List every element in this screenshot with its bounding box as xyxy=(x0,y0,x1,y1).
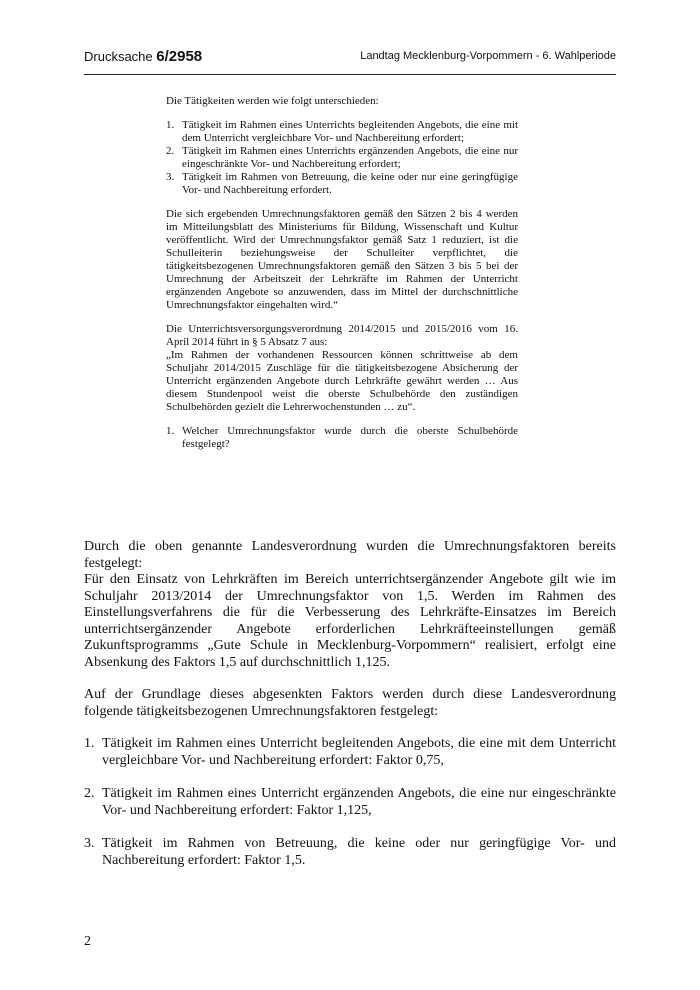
quote-paragraph-2 xyxy=(166,323,518,414)
answer-paragraph-1: Durch die oben genannte Landesverordnung wurden die Umrechnungsfaktoren bereits festgelegt: xyxy=(84,539,616,571)
list-text: Tätigkeit im Rahmen eines Unterrichts ergänzenden Angebots, die eine nur eingeschränkte Vor- und Nachbereitung erfordert; xyxy=(182,145,518,170)
quote-list xyxy=(166,119,518,197)
answer-list-item xyxy=(84,786,616,819)
quote-paragraph-1: Die sich ergebenden Umrechnungsfaktoren gemäß den Sätzen 2 bis 4 werden im Mitteilungsblatt des Ministeriums für Bildung, Wissenschaft und Kultur veröffentlicht. Wird der Umrechnungsfaktor gemäß Satz 1 reduziert, ist die Schulleiterin beziehungsweise der Schulleiter verpflichtet, die tätigkeitsbezogenen Umrechnungsfaktoren gemäß den Sätzen 3 bis 5 bei der Umrechnung der Arbeitszeit der Lehrkräfte im Rahmen der Unterricht ergänzenden Angebote so anzuwenden, dass im Mittel der durchschnittliche Umrechnungsfaktor eingehalten wird.“ xyxy=(166,208,518,311)
answer-list-item xyxy=(84,836,616,869)
answer-list xyxy=(84,736,616,869)
document-id xyxy=(84,48,202,65)
list-text: Tätigkeit im Rahmen von Betreuung, die keine oder nur geringfügige Vor- und Nachbereitung erfordert: Faktor 1,5. xyxy=(102,836,616,868)
quote-intro: Die Tätigkeiten werden wie folgt unterschieden: xyxy=(166,95,379,107)
list-text: Tätigkeit im Rahmen eines Unterricht begleitenden Angebots, die eine mit dem Unterricht vergleichbare Vor- und Nachbereitung erfordert: Faktor 0,75, xyxy=(102,736,616,768)
list-number: 1. xyxy=(84,736,95,751)
quote-list-item xyxy=(166,119,518,145)
quote-paragraph-2-intro: Die Unterrichtsversorgungsverordnung 2014/2015 und 2015/2016 vom 16. April 2014 führt in § 5 Absatz 7 aus: xyxy=(166,323,518,348)
question-text: Welcher Umrechnungsfaktor wurde durch die oberste Schulbehörde festgelegt? xyxy=(182,425,518,450)
list-text: Tätigkeit im Rahmen von Betreuung, die keine oder nur eine geringfügige Vor- und Nachbereitung erfordert. xyxy=(182,171,518,196)
list-number: 2. xyxy=(84,786,95,801)
list-number: 1. xyxy=(166,119,175,131)
answer-paragraph-3: Auf der Grundlage dieses abgesenkten Faktors werden durch diese Landesverordnung folgende tätigkeitsbezogenen Umrechnungsfaktoren festgelegt: xyxy=(84,687,616,719)
list-number: 3. xyxy=(84,836,95,851)
list-number: 3. xyxy=(166,171,175,183)
doc-number: 6/2958 xyxy=(156,48,203,65)
answer-section xyxy=(84,539,616,886)
answer-list-item xyxy=(84,736,616,769)
list-number: 2. xyxy=(166,145,175,157)
list-number: 1. xyxy=(166,425,175,437)
doc-prefix: Drucksache xyxy=(84,49,157,64)
quote-paragraph-2-citation: „Im Rahmen der vorhandenen Ressourcen können schrittweise ab dem Schuljahr 2014/2015 Zuschläge für die tätigkeitsbezogene Absicherung der Unterricht ergänzenden Angebote durch Lehrkräfte gewährt werden … Aus diesem Stundenpool weist die oberste Schulbehörde den zuständigen Schulbehörden gezielt die Lehrerwochenstunden … zu“. xyxy=(166,349,518,413)
quote-list-item xyxy=(166,171,518,197)
list-text: Tätigkeit im Rahmen eines Unterricht ergänzenden Angebots, die eine nur eingeschränkte Vor- und Nachbereitung erfordert: Faktor 1,125, xyxy=(102,786,616,818)
parliament-label: Landtag Mecklenburg-Vorpommern - 6. Wahlperiode xyxy=(360,50,616,62)
question-list xyxy=(166,425,518,451)
quote-list-item xyxy=(166,145,518,171)
quoted-regulation xyxy=(166,95,518,462)
answer-paragraph-2: Für den Einsatz von Lehrkräften im Bereich unterrichtsergänzender Angebote gilt wie im Schuljahr 2013/2014 der Umrechnungsfaktor von 1,5. Werden im Rahmen des Einstellungsverfahrens die für die Verbesserung des Lehrkräfte-Einsatzes im Bereich unterrichtsergänzender Angebote erforderlichen Lehrkräfteeinstellungen gemäß Zukunftsprogramms „Gute Schule in Mecklenburg-Vorpommern“ realisiert, erfolgt eine Absenkung des Faktors 1,5 auf durchschnittlich 1,125. xyxy=(84,572,616,670)
page-number: 2 xyxy=(84,934,91,949)
list-text: Tätigkeit im Rahmen eines Unterrichts begleitenden Angebots, die eine mit dem Unterricht vergleichbare Vor- und Nachbereitung erfordert; xyxy=(182,119,518,144)
page-header xyxy=(84,44,616,75)
question-item xyxy=(166,425,518,451)
